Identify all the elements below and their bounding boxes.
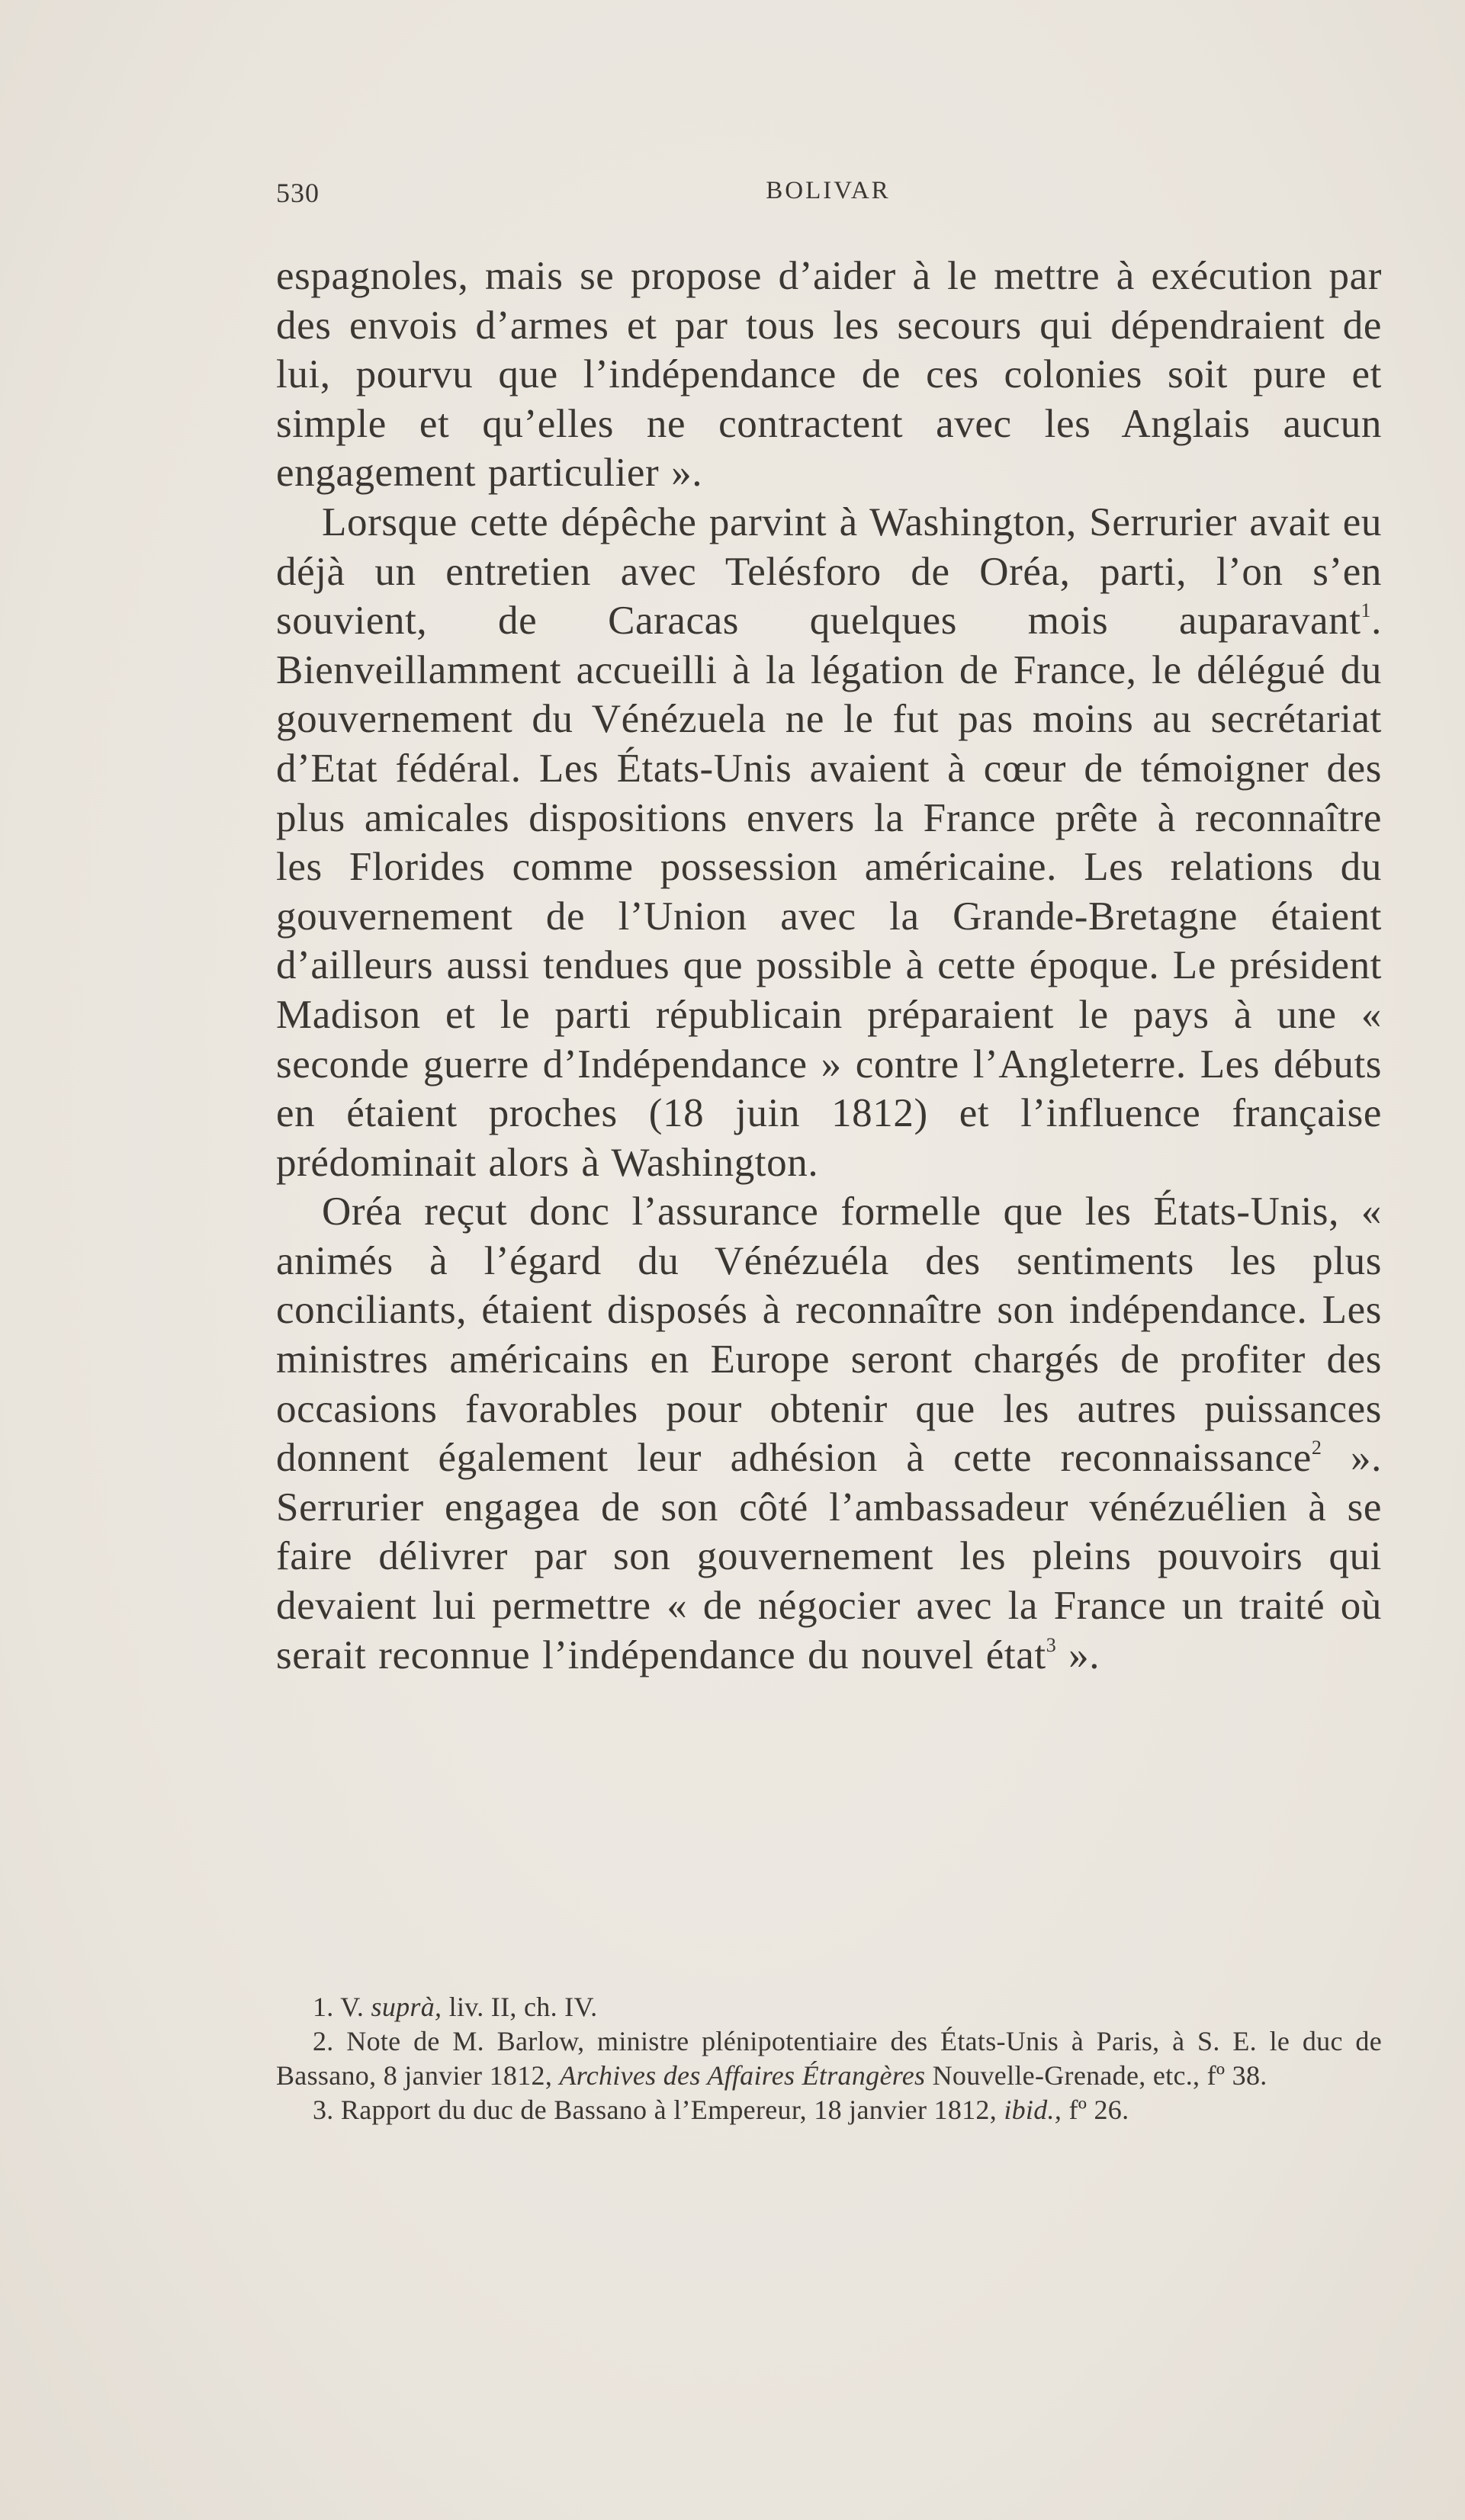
page-number: 530	[276, 178, 320, 208]
main-text	[276, 252, 1382, 1680]
page-header	[276, 177, 1380, 223]
paragraph-2: Lorsque cette dépêche parvint à Washington, Serrurier avait eu déjà un entretien avec Telésforo de Oréa, parti, l’on s’en souvient, de Caracas quelques mois auparavant$^1$. Bienveillamment accueilli à la légation de France, le délégué du gouvernement du Vénézuela ne le fut pas moins au secrétariat d’Etat fédéral. Les États-Unis avaient à cœur de témoigner des plus amicales dispositions envers la France prête à reconnaître les Florides comme possession américaine. Les relations du gouvernement de l’Union avec la Grande-Bretagne étaient d’ailleurs aussi tendues que possible à cette époque. Le président Madison et le parti républicain préparaient le pays à une « seconde guerre d’Indépendance » contre l’Angleterre. Les débuts en étaient proches (18 juin 1812) et l’influence française prédominait alors à Washington.	[276, 499, 1382, 1185]
footnote-3: 3. Rapport du duc de Bassano à l’Empereur, 18 janvier 1812, ibid., fº 26.	[313, 2095, 1129, 2125]
footnote-1: 1. V. suprà, liv. II, ch. IV.	[313, 1992, 598, 2022]
footnotes	[276, 1990, 1382, 2127]
footnote-2: 2. Note de M. Barlow, ministre plénipotentiaire des États-Unis à Paris, à S. E. le duc de Bassano, 8 janvier 1812, Archives des Affaires Étrangères Nouvelle-Grenade, etc., fº 38.	[276, 2026, 1382, 2091]
paragraph-1: espagnoles, mais se propose d’aider à le mettre à exécution par des envois d’armes et par tous les secours qui dépendraient de lui, pourvu que l’indépendance de ces colonies soit pure et simple et qu’elles ne contractent avec les Anglais aucun engagement particulier ».	[276, 254, 1382, 496]
footnote-ref-3: 3	[1046, 1633, 1057, 1656]
footnote-ref-2: 2	[1311, 1437, 1322, 1459]
paragraph-3: Oréa reçut donc l’assurance formelle que les États-Unis, « animés à l’égard du Vénézuéla des sentiments les plus conciliants, étaient disposés à reconnaître son indépendance. Les ministres américains en Europe seront chargés de profiter des occasions favorables pour obtenir que les autres puissances donnent également leur adhésion à cette reconnaissance$^2$ ». Serrurier engagea de son côté l’ambassadeur vénézuélien à se faire délivrer par son gouvernement les pleins pouvoirs qui devaient lui permettre « de négocier avec la France un traité où serait reconnue l’indépendance du nouvel état$^3$ ».	[276, 1189, 1382, 1677]
footnote-ref-1: 1	[1361, 599, 1372, 622]
running-title: BOLIVAR	[766, 177, 891, 204]
